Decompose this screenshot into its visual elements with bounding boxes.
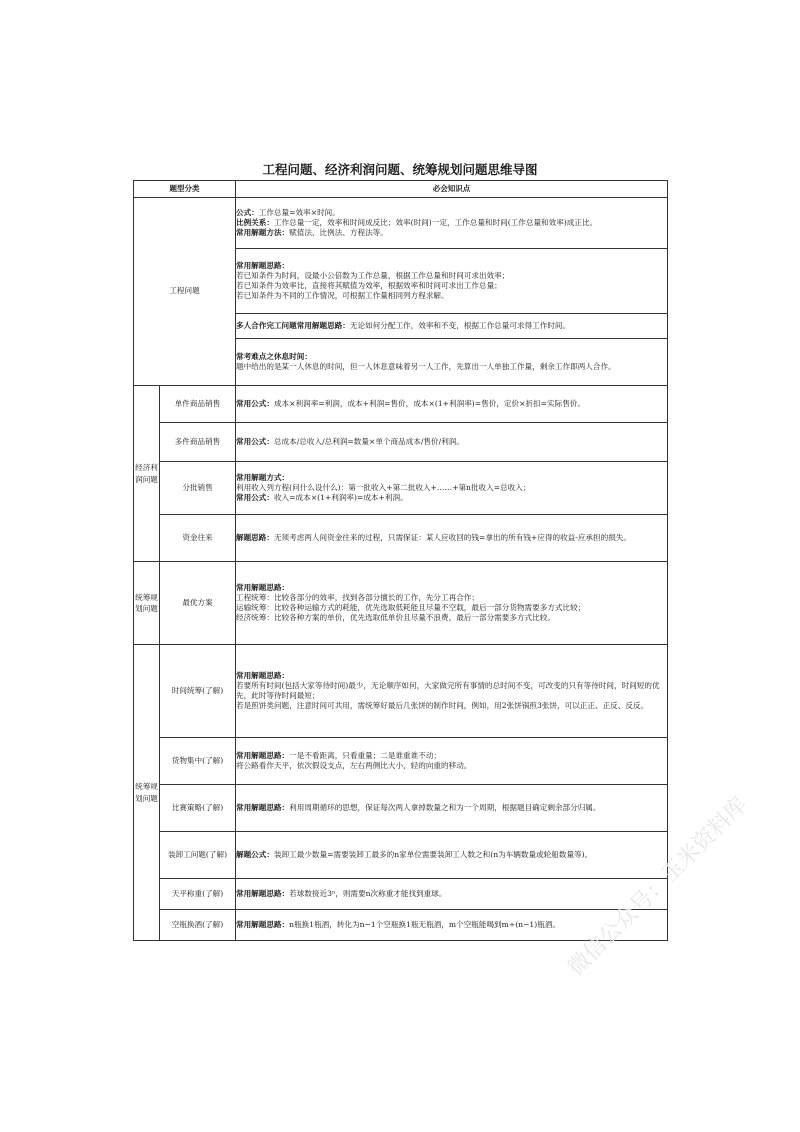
category-planning-2: 统筹规划问题 [134, 645, 160, 941]
header-category: 题型分类 [134, 181, 236, 198]
planning2-row-time [134, 645, 668, 738]
sub-freight-centralize: 货物集中(了解) [160, 738, 236, 785]
time-planning-knowledge: 常用解题思路： 若要所有时间(包括大家等待时间)最少，无论顺序如何，大家做完所有事情的总时间不变，可改变的只有等待时间，时间短的优先，此时等待时间最短； 若是煎饼类问题，注意时间可共用，需统筹好最后几张饼的制作时间，例如，用2张饼锅煎3张饼，可以正正、正反、反反。 [236, 645, 668, 738]
optimal-plan-knowledge: 常用解题思路： 工程统筹：比较各部分的效率，找到各部分擅长的工作，先分工再合作； 运输统筹：比较各种运输方式的耗能，优先选取低耗能且尽量不空载，最后一部分货物需要多方式比较； 经济统筹：比较各种方案的单价，优先选取低单价且尽量不浪费，最后一部分需要多方式比较。 [236, 562, 668, 645]
sub-single-sale: 单件商品销售 [160, 386, 236, 423]
category-engineering: 工程问题 [134, 198, 236, 386]
sub-balance-weighing: 天平称重(了解) [160, 879, 236, 910]
mind-map-table [133, 180, 668, 941]
economics-row-funds [134, 515, 668, 562]
engineering-solving-ideas: 常用解题思路： 若已知条件为时间，设最小公倍数为工作总量，根据工作总量和时间可求出效率； 若已知条件为效率比，直接将其赋值为效率，根据效率和时间可求出工作总量； 若已知条件为不同的工作情况，可根据工作量相同列方程求解。 [236, 249, 668, 314]
sub-optimal-plan: 最优方案 [160, 562, 236, 645]
economics-row-single [134, 386, 668, 423]
economics-row-multi [134, 423, 668, 462]
engineering-row-1 [134, 198, 668, 249]
table-header-row [134, 181, 668, 198]
loading-knowledge: 解题公式：装卸工最少数量=需要装卸工最多的n家单位需要装卸工人数之和(n为车辆数量或轮船数量等)。 [236, 832, 668, 879]
sub-multi-sale: 多件商品销售 [160, 423, 236, 462]
planning2-row-bottle [134, 910, 668, 941]
funds-exchange-knowledge: 解题思路：无须考虑两人间资金往来的过程，只需保证：某人应收回的钱=拿出的所有钱+应得的收益-应承担的损失。 [236, 515, 668, 562]
engineering-cooperation: 多人合作完工问题常用解题思路：无论如何分配工作，效率和不变，根据工作总量可求得工作时间。 [236, 314, 668, 339]
installment-knowledge: 常用解题方式： 利用收入列方程(问什么设什么)：第一批收入+第二批收入+……+第n批收入=总收入； 常用公式：收入=成本×(1+利润率)=成本+利润。 [236, 462, 668, 515]
engineering-rest-time: 常考难点之休息时间： 题中给出的是某一人休息的时间，但一人休息意味着另一人工作，先算出一人单独工作量，剩余工作即两人合作。 [236, 339, 668, 386]
sub-time-planning: 时间统筹(了解) [160, 645, 236, 738]
economics-row-installment [134, 462, 668, 515]
planning2-row-loading [134, 832, 668, 879]
watermark: 微信公众号：玉米资料库 [563, 792, 753, 982]
category-planning-1: 统筹规划问题 [134, 562, 160, 645]
sub-installment-sale: 分批销售 [160, 462, 236, 515]
multi-sale-knowledge: 常用公式：总成本/总收入/总利润=数量×单个商品成本/售价/利润。 [236, 423, 668, 462]
engineering-formulas: 公式：工作总量=效率×时间。 比例关系：工作总量一定，效率和时间成反比；效率(时间)一定，工作总量和时间(工作总量和效率)成正比。 常用解题方法：赋值法、比例法、方程法等。 [236, 198, 668, 249]
planning2-row-freight [134, 738, 668, 785]
freight-knowledge: 常用解题思路：一是不看距离，只看重量；二是谁重谁不动； 将公路看作天平，依次假设支点，左右两侧比大小，轻的向重的移动。 [236, 738, 668, 785]
balance-knowledge: 常用解题思路：若球数接近3ⁿ，则需要n次称重才能找到重球。 [236, 879, 668, 910]
planning1-row-optimal [134, 562, 668, 645]
planning2-row-balance [134, 879, 668, 910]
sub-bottle-exchange: 空瓶换酒(了解) [160, 910, 236, 941]
page-title: 工程问题、经济利润问题、统筹规划问题思维导图 [262, 162, 538, 177]
match-knowledge: 常用解题思路：利用周期循环的思想，保证每次两人拿掉数量之和为一个周期，根据题目确定剩余部分归属。 [236, 785, 668, 832]
planning2-row-match [134, 785, 668, 832]
sub-loading-workers: 装卸工问题(了解) [160, 832, 236, 879]
single-sale-knowledge: 常用公式：成本×利润率=利润，成本+利润=售价，成本×(1+利润率)=售价，定价×折扣=实际售价。 [236, 386, 668, 423]
bottle-knowledge: 常用解题思路：n瓶换1瓶酒，转化为n−1个空瓶换1瓶无瓶酒，m个空瓶能喝到m÷(n−1)瓶酒。 [236, 910, 668, 941]
category-economics: 经济利润问题 [134, 386, 160, 562]
sub-match-strategy: 比赛策略(了解) [160, 785, 236, 832]
header-knowledge: 必会知识点 [236, 181, 668, 198]
sub-funds-exchange: 资金往来 [160, 515, 236, 562]
